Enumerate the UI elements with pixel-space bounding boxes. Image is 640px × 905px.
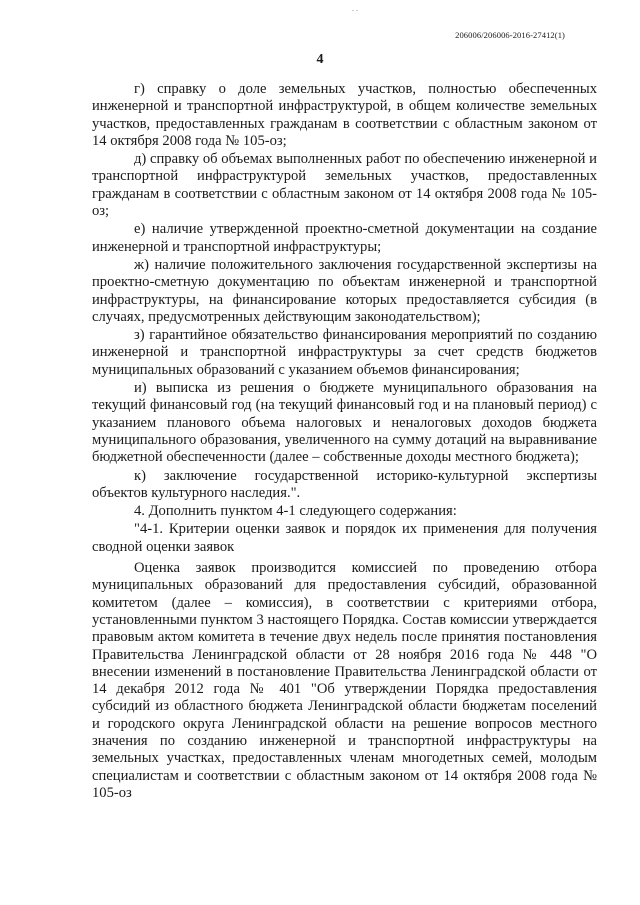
paragraph-item-4: 4. Дополнить пунктом 4-1 следующего содержания: (134, 503, 457, 520)
paragraph-evaluation: Оценка заявок производится комиссией по проведению отбора муниципальных образований для предоставления субсидий, образованной комитетом (далее – комиссия), в соответствии с критериями отбора, установленными пунктом 3 настоящего Порядка. Состав комиссии утверждается правовым актом комитета в течение двух недель после принятия постановления Правительства Ленинградской области от 28 ноября 2016 года № 448 "О внесении изменений в постановление Правительства Ленинградской области от 14 декабря 2012 года № 401 "Об утверждении Порядка предоставления субсидий из областного бюджета Ленинградской области бюджетам поселений и городского округа Ленинградской области на решение вопросов местного значения по созданию инженерной и транспортной инфраструктуры на земельных участках, предоставленных членам многодетных семей, молодым специалистам и соответствии с областным законом от 14 октября 2008 года № 105-оз (92, 560, 597, 801)
paragraph-d: д) справку об объемах выполненных работ по обеспечению инженерной и транспортной инфраструктурой земельных участков, предоставленных гражданам в соответствии с областным законом от 14 октября 2008 года № 105-оз; (92, 151, 597, 220)
document-id: 206006/206006-2016-27412(1) (455, 30, 565, 40)
paragraph-4-1-heading: "4-1. Критерии оценки заявок и порядок их применения для получения сводной оценки заявок (92, 521, 597, 555)
paragraph-z: з) гарантийное обязательство финансирования мероприятий по созданию инженерной и транспортной инфраструктуры за счет средств бюджетов муниципальных образований с указанием объемов финансирования; (92, 327, 597, 378)
paragraph-zh: ж) наличие положительного заключения государственной экспертизы на проектно-сметную документацию по объектам инженерной и транспортной инфраструктуры, на финансирование которых предоставляется субсидия (в случаях, предусмотренных действующим законодательством); (92, 256, 597, 325)
document-body (92, 81, 597, 802)
paragraph-i: и) выписка из решения о бюджете муниципального образования на текущий финансовый год (на текущий финансовый год и на плановый период) с указанием планового объема налоговых и неналоговых доходов бюджета муниципального образования, увеличенного на сумму дотаций на выравнивание бюджетной обеспеченности (далее – собственные доходы местного бюджета); (92, 380, 597, 466)
paragraph-g: г) справку о доле земельных участков, полностью обеспеченных инженерной и транспортной инфраструктурой, в общем количестве земельных участков, предоставленных гражданам в соответствии с областным законом от 14 октября 2008 года № 105-оз; (92, 81, 597, 149)
page-number: 4 (316, 52, 324, 67)
scan-marks: . . (352, 4, 358, 13)
paragraph-e: е) наличие утвержденной проектно-сметной документации на создание инженерной и транспортной инфраструктуры; (92, 221, 597, 255)
paragraph-k: к) заключение государственной историко-культурной экспертизы объектов культурного наследия.". (92, 467, 597, 501)
